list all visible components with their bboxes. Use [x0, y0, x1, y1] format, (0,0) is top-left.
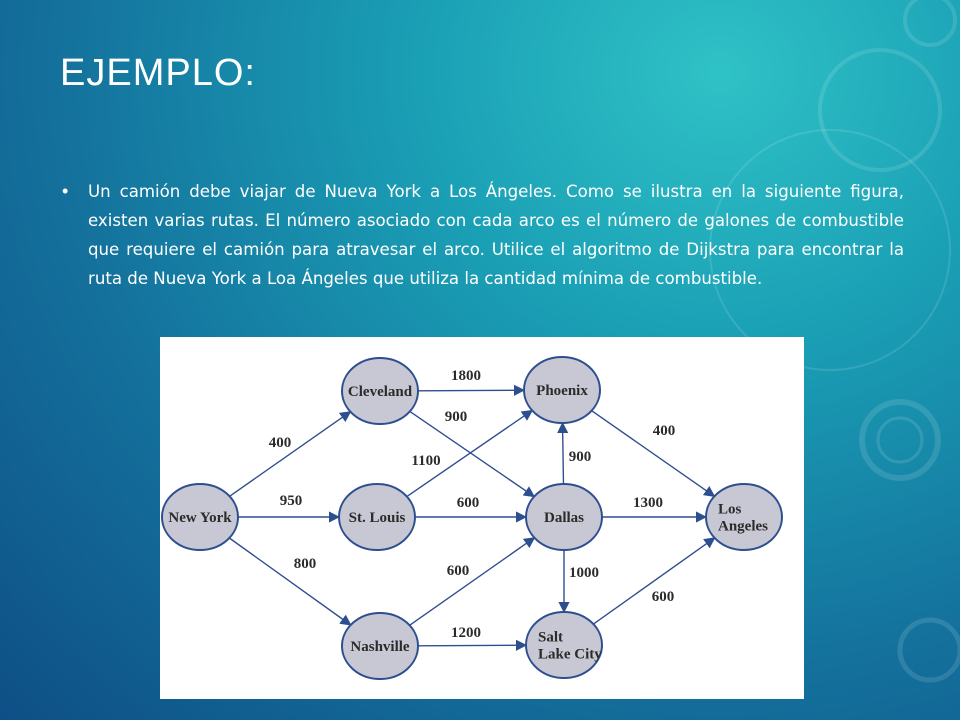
slide-title: EJEMPLO: — [60, 52, 256, 94]
edge-cleveland-phoenix — [418, 390, 524, 391]
edge-newyork-nashville — [229, 538, 350, 625]
edge-weight-phoenix-losangeles: 400 — [652, 423, 676, 439]
edge-weight-dallas-losangeles: 1300 — [633, 495, 663, 511]
node-label-nashville: Nashville — [350, 639, 410, 655]
edge-weight-cleveland-phoenix: 1800 — [451, 368, 481, 384]
edge-nashville-dallas — [410, 538, 535, 626]
node-saltlake — [526, 612, 602, 678]
node-label-newyork: New York — [168, 510, 232, 526]
node-nashville — [342, 613, 418, 679]
edge-weight-newyork-cleveland: 400 — [268, 435, 292, 451]
edge-weight-stlouis-phoenix: 1100 — [411, 453, 441, 469]
edge-weight-cleveland-dallas: 900 — [444, 409, 468, 425]
edge-weight-dallas-saltlake: 1000 — [569, 565, 599, 581]
node-cleveland — [342, 358, 418, 424]
node-label-losangeles: Los Angeles — [718, 501, 768, 535]
node-label-cleveland: Cleveland — [347, 384, 413, 400]
edge-saltlake-losangeles — [593, 538, 714, 624]
route-graph — [160, 337, 804, 699]
node-label-stlouis: St. Louis — [348, 510, 406, 526]
node-losangeles — [706, 484, 782, 550]
edge-dallas-phoenix — [563, 423, 564, 484]
node-newyork — [162, 484, 238, 550]
node-stlouis — [339, 484, 415, 550]
bullet-icon: • — [62, 181, 69, 201]
edge-newyork-cleveland — [230, 412, 351, 497]
bullet-item — [62, 177, 904, 293]
edge-weight-saltlake-losangeles: 600 — [651, 589, 675, 605]
route-graph-figure — [160, 337, 804, 699]
edge-weight-stlouis-dallas: 600 — [456, 495, 480, 511]
edge-weight-dallas-phoenix: 900 — [568, 449, 592, 465]
node-dallas — [526, 484, 602, 550]
edge-weight-newyork-stlouis: 950 — [279, 493, 303, 509]
edge-nashville-saltlake — [418, 645, 526, 646]
edge-weight-newyork-nashville: 800 — [293, 556, 317, 572]
node-label-phoenix: Phoenix — [536, 383, 588, 399]
node-label-saltlake: Salt Lake City — [538, 629, 602, 663]
edge-weight-nashville-dallas: 600 — [446, 563, 470, 579]
node-label-dallas: Dallas — [543, 510, 585, 526]
node-phoenix — [524, 357, 600, 423]
bullet-text: Un camión debe viajar de Nueva York a Los Ángeles. Como se ilustra en la siguiente figura, existen varias rutas. El número asociado con cada arco es el número de galones de combustible que requiere el camión para atravesar el arco. Utilice el algoritmo de Dijkstra para encontrar la ruta de Nueva York a Loa Ángeles que utiliza la cantidad mínima de combustible. — [88, 182, 904, 288]
edge-weight-nashville-saltlake: 1200 — [451, 625, 481, 641]
